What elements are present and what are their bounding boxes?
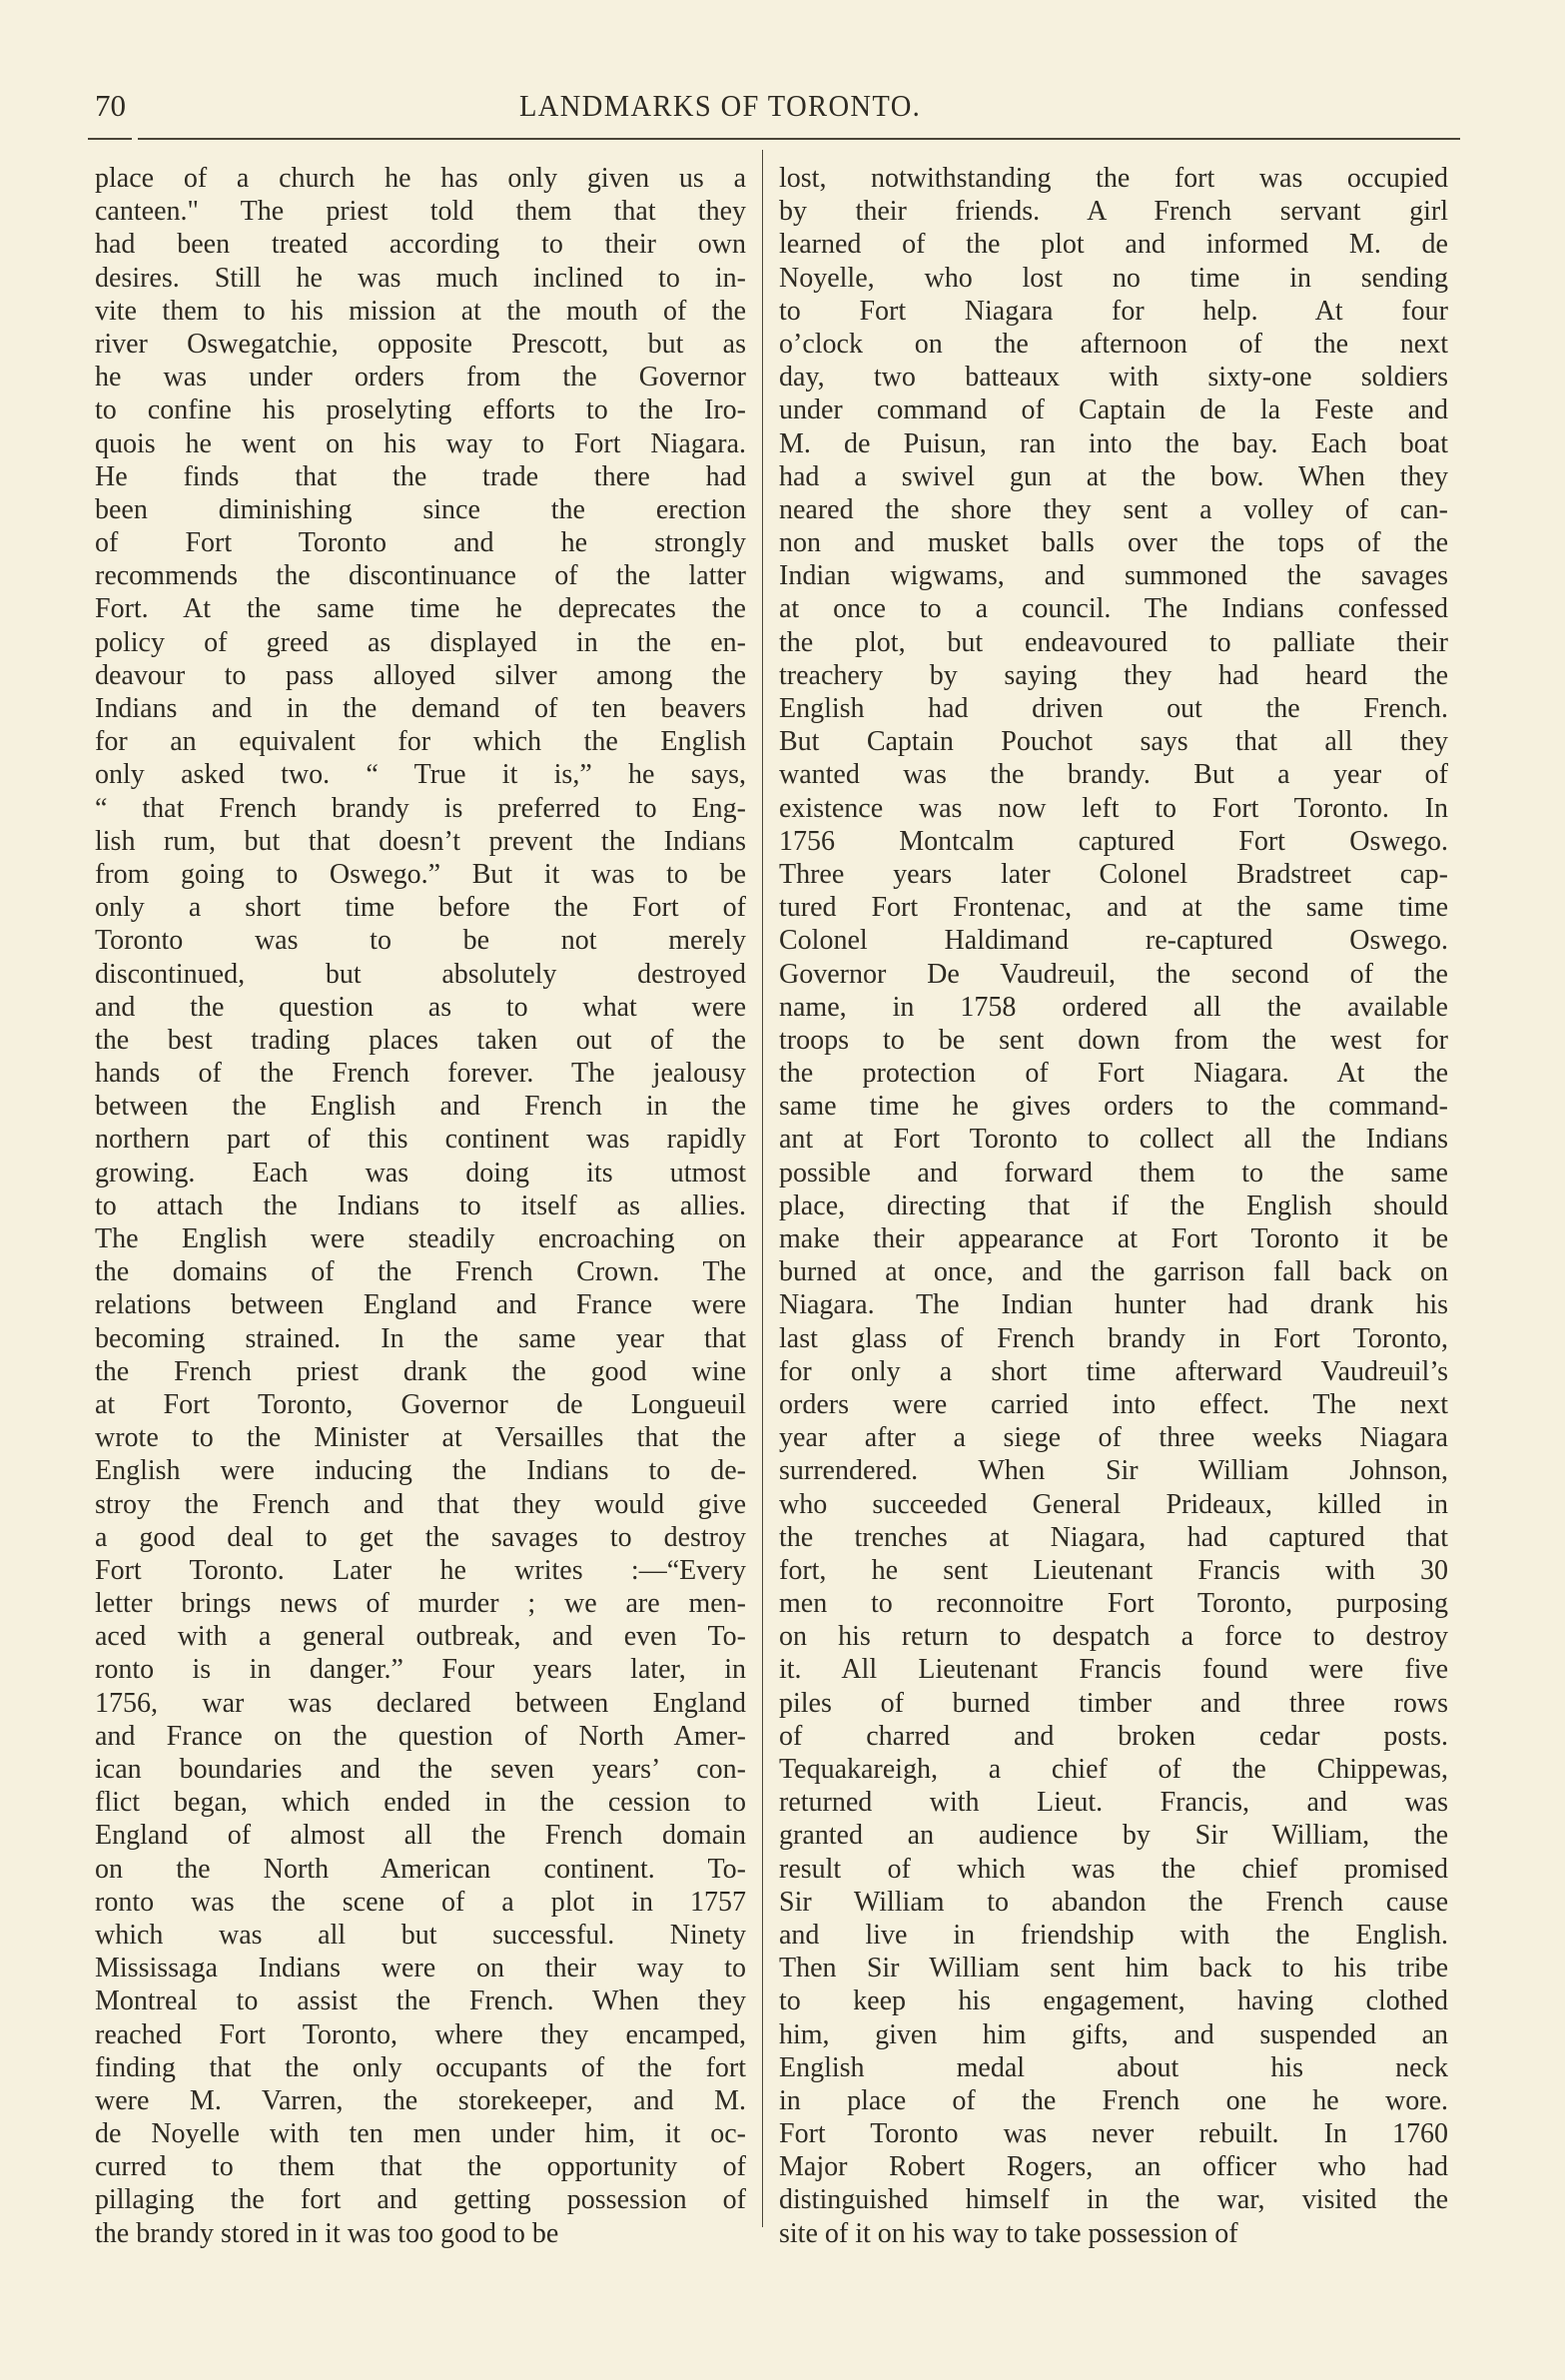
text-line: under command of Captain de la Feste and — [779, 395, 1448, 426]
text-line: vite them to his mission at the mouth of the — [95, 295, 746, 327]
text-line: for an equivalent for which the English — [95, 726, 746, 758]
text-line: and France on the question of North Amer- — [95, 1720, 746, 1752]
text-line: granted an audience by Sir William, the — [779, 1820, 1448, 1852]
text-line: becoming strained. In the same year that — [95, 1322, 746, 1354]
column-divider — [762, 150, 763, 2227]
text-line: him, given him gifts, and suspended an — [779, 2018, 1448, 2050]
text-line: to attach the Indians to itself as allies. — [95, 1190, 746, 1221]
text-line: Montreal to assist the French. When they — [95, 1985, 746, 2017]
text-line: relations between England and France were — [95, 1289, 746, 1321]
text-line: which was all but successful. Ninety — [95, 1919, 746, 1951]
text-line: fort, he sent Lieutenant Francis with 30 — [779, 1554, 1448, 1586]
text-line: the brandy stored in it was too good to be — [95, 2217, 559, 2249]
text-line: northern part of this continent was rapidly — [95, 1124, 746, 1156]
text-line: finding that the only occupants of the fort — [95, 2051, 746, 2083]
text-line: last glass of French brandy in Fort Toronto, — [779, 1322, 1448, 1354]
text-line: English medal about his neck — [779, 2051, 1448, 2083]
text-line: men to reconnoitre Fort Toronto, purposing — [779, 1588, 1448, 1620]
text-line: Governor De Vaudreuil, the second of the — [779, 958, 1448, 990]
text-line: non and musket balls over the tops of the — [779, 527, 1448, 559]
text-line: ronto was the scene of a plot in 1757 — [95, 1886, 746, 1918]
text-line: had been treated according to their own — [95, 229, 746, 261]
text-line: Then Sir William sent him back to his tribe — [779, 1953, 1448, 1984]
text-line: year after a siege of three weeks Niagara — [779, 1422, 1448, 1454]
text-line: of Fort Toronto and he strongly — [95, 527, 746, 559]
text-line: Indians and in the demand of ten beavers — [95, 693, 746, 724]
text-line: on the North American continent. To- — [95, 1853, 746, 1885]
text-line: deavour to pass alloyed silver among the — [95, 659, 746, 691]
text-line: and live in friendship with the English. — [779, 1919, 1448, 1951]
text-line: between the English and French in the — [95, 1091, 746, 1123]
text-line: curred to them that the opportunity of — [95, 2151, 746, 2183]
text-line: to Fort Niagara for help. At four — [779, 295, 1448, 327]
text-line: river Oswegatchie, opposite Prescott, but as — [95, 328, 746, 360]
text-line: But Captain Pouchot says that all they — [779, 726, 1448, 758]
text-line: Colonel Haldimand re-captured Oswego. — [779, 925, 1448, 957]
text-line: had a swivel gun at the bow. When they — [779, 460, 1448, 492]
text-line: letter brings news of murder ; we are men- — [95, 1588, 746, 1620]
text-line: same time he gives orders to the command- — [779, 1091, 1448, 1123]
text-line: growing. Each was doing its utmost — [95, 1157, 746, 1189]
text-line: “ that French brandy is preferred to Eng- — [95, 792, 746, 824]
text-line: English had driven out the French. — [779, 693, 1448, 724]
text-line: possible and forward them to the same — [779, 1157, 1448, 1189]
text-line: neared the shore they sent a volley of can- — [779, 493, 1448, 525]
text-line: discontinued, but absolutely destroyed — [95, 958, 746, 990]
text-line: Fort. At the same time he deprecates the — [95, 593, 746, 625]
text-line: the protection of Fort Niagara. At the — [779, 1058, 1448, 1090]
text-line: hands of the French forever. The jealousy — [95, 1058, 746, 1090]
text-line: wanted was the brandy. But a year of — [779, 759, 1448, 791]
header-rule-gap — [132, 136, 138, 142]
text-line: lost, notwithstanding the fort was occupied — [779, 163, 1448, 194]
text-line: Tequakareigh, a chief of the Chippewas, — [779, 1754, 1448, 1785]
text-line: ronto is in danger.” Four years later, in — [95, 1654, 746, 1686]
text-line: stroy the French and that they would give — [95, 1488, 746, 1520]
page-number: 70 — [95, 88, 126, 123]
text-line: wrote to the Minister at Versailles that the — [95, 1422, 746, 1454]
text-line: the best trading places taken out of the — [95, 1024, 746, 1056]
text-line: name, in 1758 ordered all the available — [779, 991, 1448, 1023]
text-line: make their appearance at Fort Toronto it be — [779, 1223, 1448, 1254]
text-line: who succeeded General Prideaux, killed in — [779, 1488, 1448, 1520]
right-text-column — [779, 162, 1448, 2250]
text-line: England of almost all the French domain — [95, 1820, 746, 1852]
text-line: of charred and broken cedar posts. — [779, 1720, 1448, 1752]
text-line: Fort Toronto was never rebuilt. In 1760 — [779, 2118, 1448, 2150]
text-line: Major Robert Rogers, an officer who had — [779, 2151, 1448, 2183]
text-line: de Noyelle with ten men under him, it oc- — [95, 2118, 746, 2150]
left-text-column — [95, 162, 746, 2250]
text-line: and the question as to what were — [95, 991, 746, 1023]
text-line: desires. Still he was much inclined to in- — [95, 262, 746, 294]
text-line: Mississaga Indians were on their way to — [95, 1953, 746, 1984]
text-line: at Fort Toronto, Governor de Longueuil — [95, 1388, 746, 1420]
text-line: the domains of the French Crown. The — [95, 1256, 746, 1288]
text-line: for only a short time afterward Vaudreuil’s — [779, 1355, 1448, 1387]
page-header — [95, 88, 1453, 128]
text-line: treachery by saying they had heard the — [779, 659, 1448, 691]
text-line: in place of the French one he wore. — [779, 2084, 1448, 2116]
text-line: recommends the discontinuance of the latter — [95, 560, 746, 592]
text-line: place, directing that if the English should — [779, 1190, 1448, 1221]
text-line: were M. Varren, the storekeeper, and M. — [95, 2084, 746, 2116]
text-line: reached Fort Toronto, where they encamped, — [95, 2018, 746, 2050]
text-line: surrendered. When Sir William Johnson, — [779, 1455, 1448, 1487]
text-line: canteen." The priest told them that they — [95, 196, 746, 228]
text-line: English were inducing the Indians to de- — [95, 1455, 746, 1487]
text-line: on his return to despatch a force to destroy — [779, 1621, 1448, 1653]
text-line: a good deal to get the savages to destroy — [95, 1521, 746, 1553]
text-line: quois he went on his way to Fort Niagara. — [95, 427, 746, 459]
text-line: troops to be sent down from the west for — [779, 1024, 1448, 1056]
text-line: site of it on his way to take possession of — [779, 2217, 1238, 2249]
running-title: LANDMARKS OF TORONTO. — [519, 88, 922, 123]
text-line: from going to Oswego.” But it was to be — [95, 858, 746, 890]
text-line: flict began, which ended in the cession to — [95, 1787, 746, 1819]
text-line: the French priest drank the good wine — [95, 1355, 746, 1387]
text-line: piles of burned timber and three rows — [779, 1687, 1448, 1719]
text-line: result of which was the chief promised — [779, 1853, 1448, 1885]
text-line: it. All Lieutenant Francis found were five — [779, 1654, 1448, 1686]
text-line: place of a church he has only given us a — [95, 163, 746, 194]
text-line: The English were steadily encroaching on — [95, 1223, 746, 1254]
text-line: by their friends. A French servant girl — [779, 196, 1448, 228]
text-line: ant at Fort Toronto to collect all the Indians — [779, 1124, 1448, 1156]
text-line: He finds that the trade there had — [95, 460, 746, 492]
text-line: lish rum, but that doesn’t prevent the Indians — [95, 825, 746, 857]
text-line: Niagara. The Indian hunter had drank his — [779, 1289, 1448, 1321]
text-line: Three years later Colonel Bradstreet cap- — [779, 858, 1448, 890]
text-line: 1756 Montcalm captured Fort Oswego. — [779, 825, 1448, 857]
header-rule — [88, 138, 1460, 140]
text-line: M. de Puisun, ran into the bay. Each boat — [779, 427, 1448, 459]
text-line: 1756, war was declared between England — [95, 1687, 746, 1719]
text-line: learned of the plot and informed M. de — [779, 229, 1448, 261]
text-line: to confine his proselyting efforts to the Iro- — [95, 395, 746, 426]
text-line: distinguished himself in the war, visited the — [779, 2184, 1448, 2216]
text-line: burned at once, and the garrison fall back on — [779, 1256, 1448, 1288]
text-line: Noyelle, who lost no time in sending — [779, 262, 1448, 294]
text-line: to keep his engagement, having clothed — [779, 1985, 1448, 2017]
text-line: Toronto was to be not merely — [95, 925, 746, 957]
text-line: he was under orders from the Governor — [95, 362, 746, 394]
text-line: the plot, but endeavoured to palliate their — [779, 626, 1448, 658]
text-line: returned with Lieut. Francis, and was — [779, 1787, 1448, 1819]
text-line: been diminishing since the erection — [95, 493, 746, 525]
text-line: orders were carried into effect. The next — [779, 1388, 1448, 1420]
text-line: policy of greed as displayed in the en- — [95, 626, 746, 658]
text-line: only a short time before the Fort of — [95, 892, 746, 924]
text-line: day, two batteaux with sixty-one soldiers — [779, 362, 1448, 394]
text-line: the trenches at Niagara, had captured that — [779, 1521, 1448, 1553]
text-line: Sir William to abandon the French cause — [779, 1886, 1448, 1918]
text-line: existence was now left to Fort Toronto. In — [779, 792, 1448, 824]
text-line: pillaging the fort and getting possession of — [95, 2184, 746, 2216]
text-line: o’clock on the afternoon of the next — [779, 328, 1448, 360]
text-line: ican boundaries and the seven years’ con- — [95, 1754, 746, 1785]
text-line: Indian wigwams, and summoned the savages — [779, 560, 1448, 592]
text-line: only asked two. “ True it is,” he says, — [95, 759, 746, 791]
text-line: Fort Toronto. Later he writes :—“Every — [95, 1554, 746, 1586]
text-line: at once to a council. The Indians confessed — [779, 593, 1448, 625]
text-line: aced with a general outbreak, and even To- — [95, 1621, 746, 1653]
text-line: tured Fort Frontenac, and at the same time — [779, 892, 1448, 924]
